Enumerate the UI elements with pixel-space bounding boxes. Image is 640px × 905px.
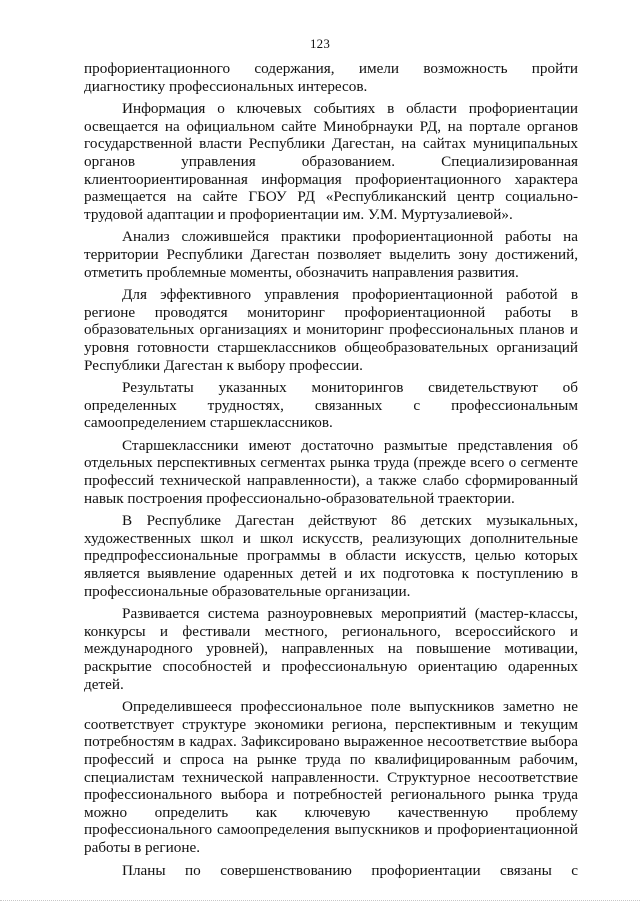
paragraph-5: Результаты указанных мониторингов свидетельствуют об определенных трудностях, связанных с профессиональным самоопределением старшеклассников. — [84, 379, 578, 432]
paragraph-1: профориентационного содержания, имели возможность пройти диагностику профессиональных интересов. — [84, 60, 578, 95]
paragraph-4: Для эффективного управления профориентационной работой в регионе проводятся мониторинг профориентационной работы в образовательных организациях и мониторинг профессиональных планов и уровня готовности старшеклассников общеобразовательных организаций Республики Дагестан к выбору профессии. — [84, 286, 578, 374]
paragraph-9: Определившееся профессиональное поле выпускников заметно не соответствует структуре экономики региона, перспективным и текущим потребностям в кадрах. Зафиксировано выраженное несоответствие выбора профессий и спроса на рынке труда по квалифицированным рабочим, специалистам технической направленности. Структурное несоответствие профессионального выбора и потребностей регионального рынка труда можно определить как ключевую качественную проблему профессионального самоопределения выпускников и профориентационной работы в регионе. — [84, 698, 578, 856]
body-text — [84, 60, 578, 879]
paragraph-2: Информация о ключевых событиях в области профориентации освещается на официальном сайте Минобрнауки РД, на портале органов государственной власти Республики Дагестан, на сайтах муниципальных органов управления образованием. Специализированная клиентоориентированная информация профориентационного характера размещается на сайте ГБОУ РД «Республиканский центр социально-трудовой адаптации и профориентации им. У.М. Муртузалиевой». — [84, 100, 578, 223]
paragraph-3: Анализ сложившейся практики профориентационной работы на территории Республики Дагестан позволяет выделить зону достижений, отметить проблемные моменты, обозначить направления развития. — [84, 228, 578, 281]
paragraph-8: Развивается система разноуровневых мероприятий (мастер-классы, конкурсы и фестивали местного, регионального, всероссийского и международного уровней), направленных на повышение мотивации, раскрытие способностей и профессиональную ориентацию одаренных детей. — [84, 605, 578, 693]
paragraph-6: Старшеклассники имеют достаточно размытые представления об отдельных перспективных сегментах рынка труда (прежде всего о сегменте профессий технической направленности), а также слабо сформированный навык построения профессионально-образовательной траектории. — [84, 436, 578, 507]
paragraph-7: В Республике Дагестан действуют 86 детских музыкальных, художественных школ и школ искусств, реализующих дополнительные предпрофессиональные программы в области искусств, целью которых является выявление одаренных детей и их подготовка к поступлению в профессиональные образовательные организации. — [84, 512, 578, 600]
page-number: 123 — [309, 36, 331, 51]
scan-edge-divider — [0, 900, 640, 903]
paragraph-10: Планы по совершенствованию профориентации связаны с — [122, 861, 578, 879]
